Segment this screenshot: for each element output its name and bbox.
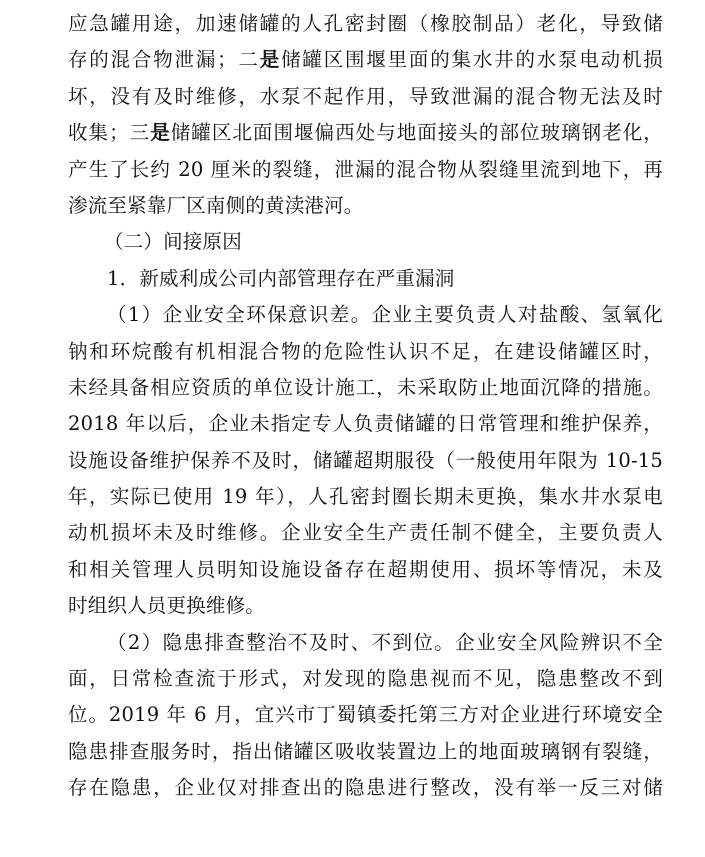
text-line: 存在隐患，企业仅对排查出的隐患进行整改，没有举一反三对储 <box>68 776 663 800</box>
text-run: 渗流至紧靠厂区南侧的黄渎港河。 <box>68 193 364 217</box>
text-line: 未经具备相应资质的单位设计施工，未采取防止地面沉降的措施。 <box>68 375 663 399</box>
text-run: 收集；三 <box>68 121 151 145</box>
text-line <box>68 152 663 188</box>
text-run: 储罐区围堰里面的集水井的水泵电动机损 <box>281 48 663 72</box>
text-line: 设施设备维护保养不及时，储罐超期服役（一般使用年限为 10-15 <box>68 448 663 472</box>
text-run: 储罐区北面围堰偏西处与地面接头的部位玻璃钢老化， <box>170 121 663 145</box>
text-run: 应急罐用途，加速储罐的人孔密封圈（橡胶制品）老化，导致储 <box>68 12 663 35</box>
bold-marker: 是 <box>259 48 282 72</box>
text-run: 产生了长约 20 厘米的裂缝，泄漏的混合物从裂缝里流到地下，再 <box>68 157 663 181</box>
text-line: 2018 年以后，企业未指定专人负责储罐的日常管理和维护保养， <box>68 412 663 436</box>
text-line: 动机损坏未及时维修。企业安全生产责任制不健全，主要负责人 <box>68 521 663 545</box>
section-heading: （二）间接原因 <box>104 230 242 254</box>
text-line: 隐患排查服务时，指出储罐区吸收装置边上的地面玻璃钢有裂缝， <box>68 739 663 763</box>
text-run: 坏，没有及时维修，水泵不起作用，导致泄漏的混合物无法及时 <box>68 84 663 108</box>
text-line: 面，日常检查流于形式，对发现的隐患视而不见，隐患整改不到 <box>68 667 663 691</box>
text-line <box>68 115 663 151</box>
text-line: 钠和环烷酸有机相混合物的危险性认识不足，在建设储罐区时， <box>68 339 663 363</box>
text-line: （2）隐患排查整治不及时、不到位。企业安全风险辨识不全 <box>107 630 663 654</box>
text-line: 年，实际已使用 19 年），人孔密封圈长期未更换，集水井水泵电 <box>68 485 663 509</box>
text-line: 位。2019 年 6 月，宜兴市丁蜀镇委托第三方对企业进行环境安全 <box>68 703 663 727</box>
text-run: 存的混合物泄漏；二 <box>68 48 260 72</box>
subsection-heading: 1．新威利成公司内部管理存在严重漏洞 <box>107 266 455 290</box>
text-line <box>68 6 663 42</box>
text-line <box>68 42 663 78</box>
text-line: 时组织人员更换维修。 <box>68 594 266 618</box>
text-line <box>68 79 663 115</box>
text-line <box>68 188 663 224</box>
text-line: （1）企业安全环保意识差。企业主要负责人对盐酸、氢氧化 <box>107 303 663 327</box>
bold-marker: 是 <box>150 121 171 145</box>
text-line: 和相关管理人员明知设施设备存在超期使用、损坏等情况，未及 <box>68 557 663 581</box>
